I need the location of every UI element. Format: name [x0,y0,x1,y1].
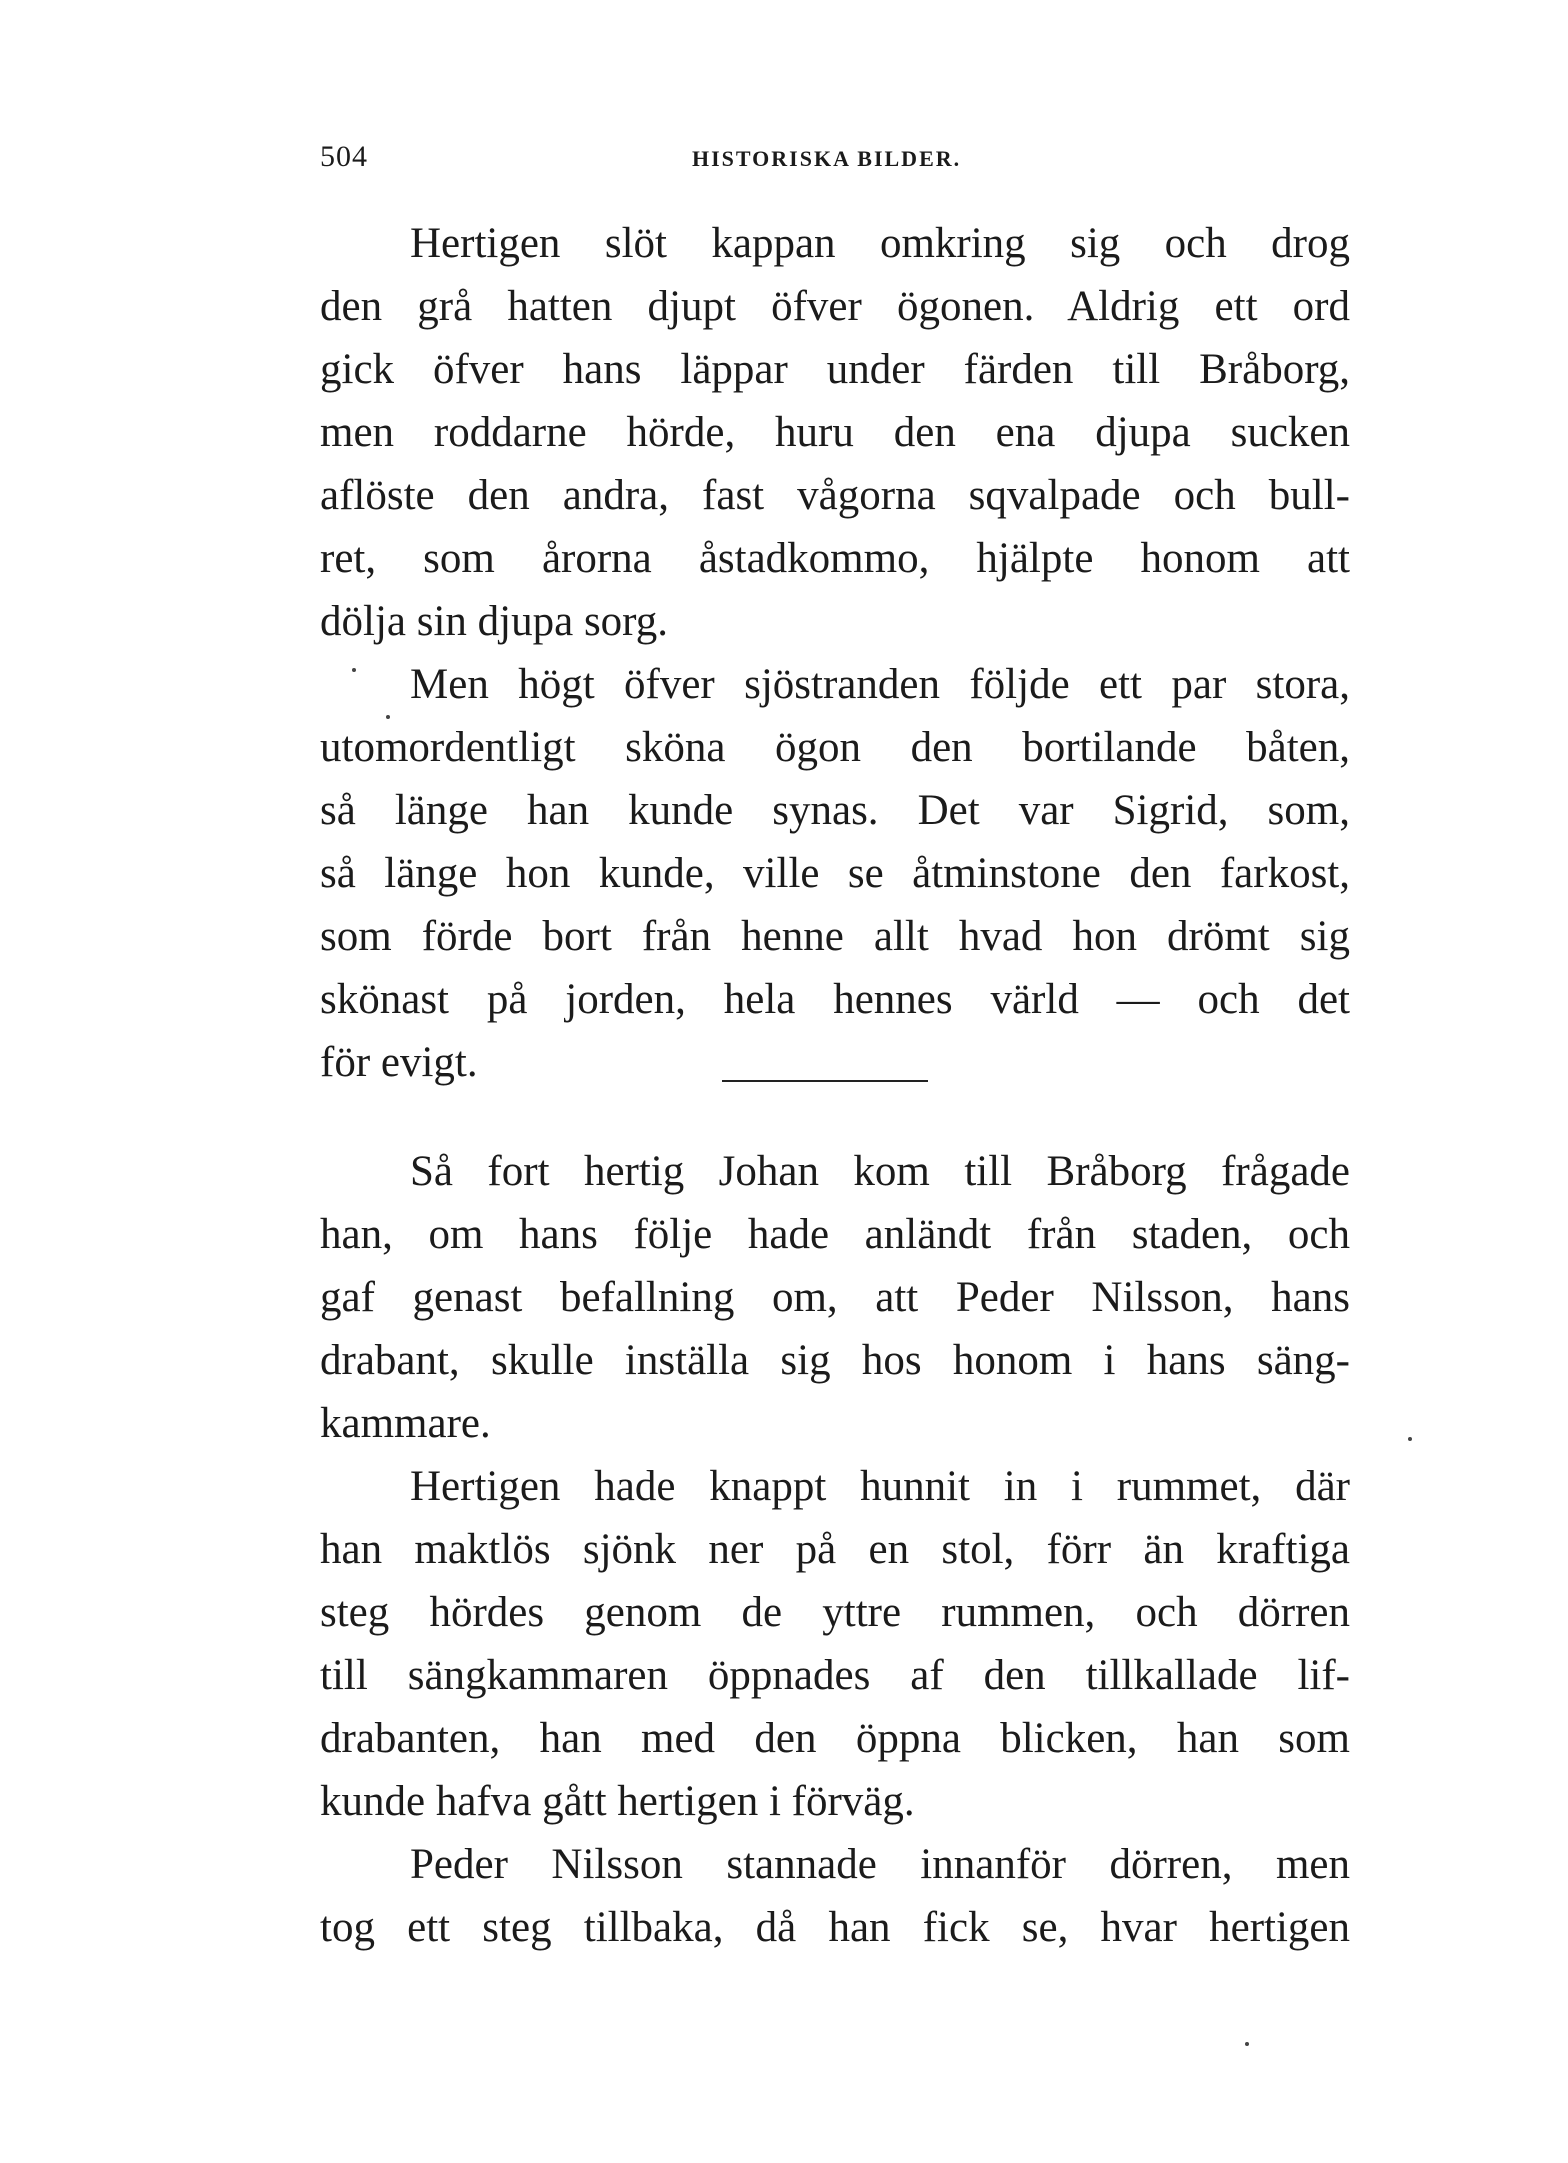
text-line: drabant, skulle inställa sig hos honom i hans säng- [320,1337,1350,1384]
text-line: utomordentligt sköna ögon den bortilande båten, [320,724,1350,771]
text-line: Hertigen hade knappt hunnit in i rummet, där [410,1463,1350,1510]
text-line: men roddarne hörde, huru den ena djupa sucken [320,409,1350,456]
text-line: drabanten, han med den öppna blicken, han som [320,1715,1350,1762]
text-line: steg hördes genom de yttre rummen, och dörren [320,1589,1350,1636]
text-line: som förde bort från henne allt hvad hon drömt sig [320,913,1350,960]
text-line: ret, som årorna åstadkommo, hjälpte honom att [320,535,1350,582]
text-line: till sängkammaren öppnades af den tillkallade lif- [320,1652,1350,1699]
text-line: Hertigen slöt kappan omkring sig och drog [410,220,1350,267]
section-divider [722,1080,928,1082]
text-line: kammare. [320,1400,491,1447]
text-line: för evigt. [320,1039,478,1086]
text-line: så länge hon kunde, ville se åtminstone den farkost, [320,850,1350,897]
text-line: gaf genast befallning om, att Peder Nilsson, hans [320,1274,1350,1321]
page-number: 504 [320,140,368,173]
text-section-2 [320,1140,1350,1959]
ink-speck [386,715,390,719]
text-line: Men högt öfver sjöstranden följde ett par stora, [410,661,1350,708]
running-head: HISTORISKA BILDER. [692,146,962,171]
text-line: gick öfver hans läppar under färden till Bråborg, [320,346,1350,393]
text-section-1 [320,212,1350,1094]
text-line: så länge han kunde synas. Det var Sigrid, som, [320,787,1350,834]
text-line: tog ett steg tillbaka, då han fick se, hvar hertigen [320,1904,1350,1951]
text-line: kunde hafva gått hertigen i förväg. [320,1778,915,1825]
ink-speck [352,668,356,672]
text-line: den grå hatten djupt öfver ögonen. Aldrig ett ord [320,283,1350,330]
text-line: Så fort hertig Johan kom till Bråborg frågade [410,1148,1350,1195]
text-line: han, om hans följe hade anländt från staden, och [320,1211,1350,1258]
ink-speck [1408,1437,1412,1441]
page-header [320,140,1350,180]
text-line: han maktlös sjönk ner på en stol, förr än kraftiga [320,1526,1350,1573]
text-line: aflöste den andra, fast vågorna sqvalpade och bull- [320,472,1350,519]
text-line: skönast på jorden, hela hennes värld — och det [320,976,1350,1023]
ink-speck [1245,2042,1249,2046]
text-line: dölja sin djupa sorg. [320,598,668,645]
text-line: Peder Nilsson stannade innanför dörren, men [410,1841,1350,1888]
